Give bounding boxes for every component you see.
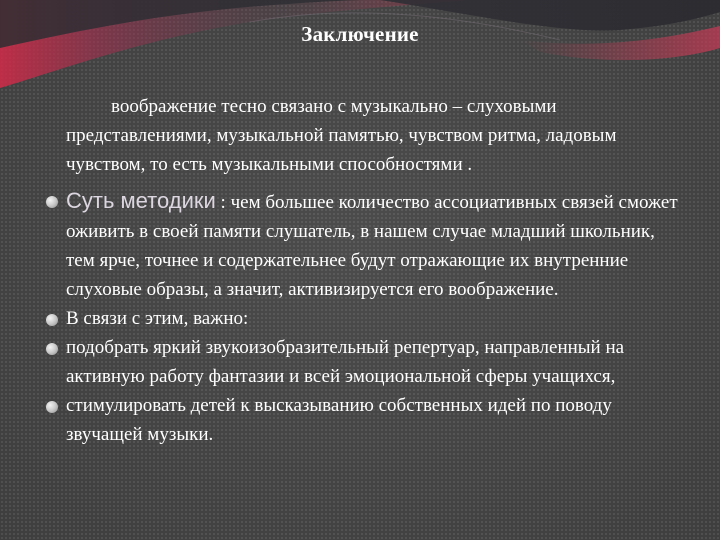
bullet-list xyxy=(66,186,686,449)
intro-paragraph: воображение тесно связано с музыкально – слуховыми представлениями, музыкальной памятью, чувством ритма, ладовым чувством, то есть музыкальными способностями . xyxy=(66,96,617,175)
bullet-marker-icon xyxy=(46,343,58,355)
content-body xyxy=(66,92,686,181)
bullet-item xyxy=(66,186,686,304)
bullet-text: стимулировать детей к высказыванию собственных идей по поводу звучащей музыки. xyxy=(66,395,612,445)
bullet-text: подобрать яркий звукоизобразительный репертуар, направленный на активную работу фантазии и всей эмоциональной сферы учащихся, xyxy=(66,337,625,387)
bullet-marker-icon xyxy=(46,314,58,326)
bullet-item xyxy=(66,391,686,449)
bullet-item xyxy=(66,304,686,333)
bullet-text: : чем большее количество ассоциативных связей сможет оживить в своей памяти слушатель, в нашем случае младший школьник, тем ярче, точнее и содержательнее будут отражающие их внутренние слуховые образы, а значит, активизируется его воображение. xyxy=(66,192,678,300)
bullet-item xyxy=(66,333,686,391)
bullet-marker-icon xyxy=(46,401,58,413)
slide-title: Заключение xyxy=(301,22,419,46)
bullet-marker-icon xyxy=(46,196,58,208)
bullet-text: В связи с этим, важно: xyxy=(66,308,249,329)
bullet-accent-heading: Суть методики xyxy=(66,188,216,213)
